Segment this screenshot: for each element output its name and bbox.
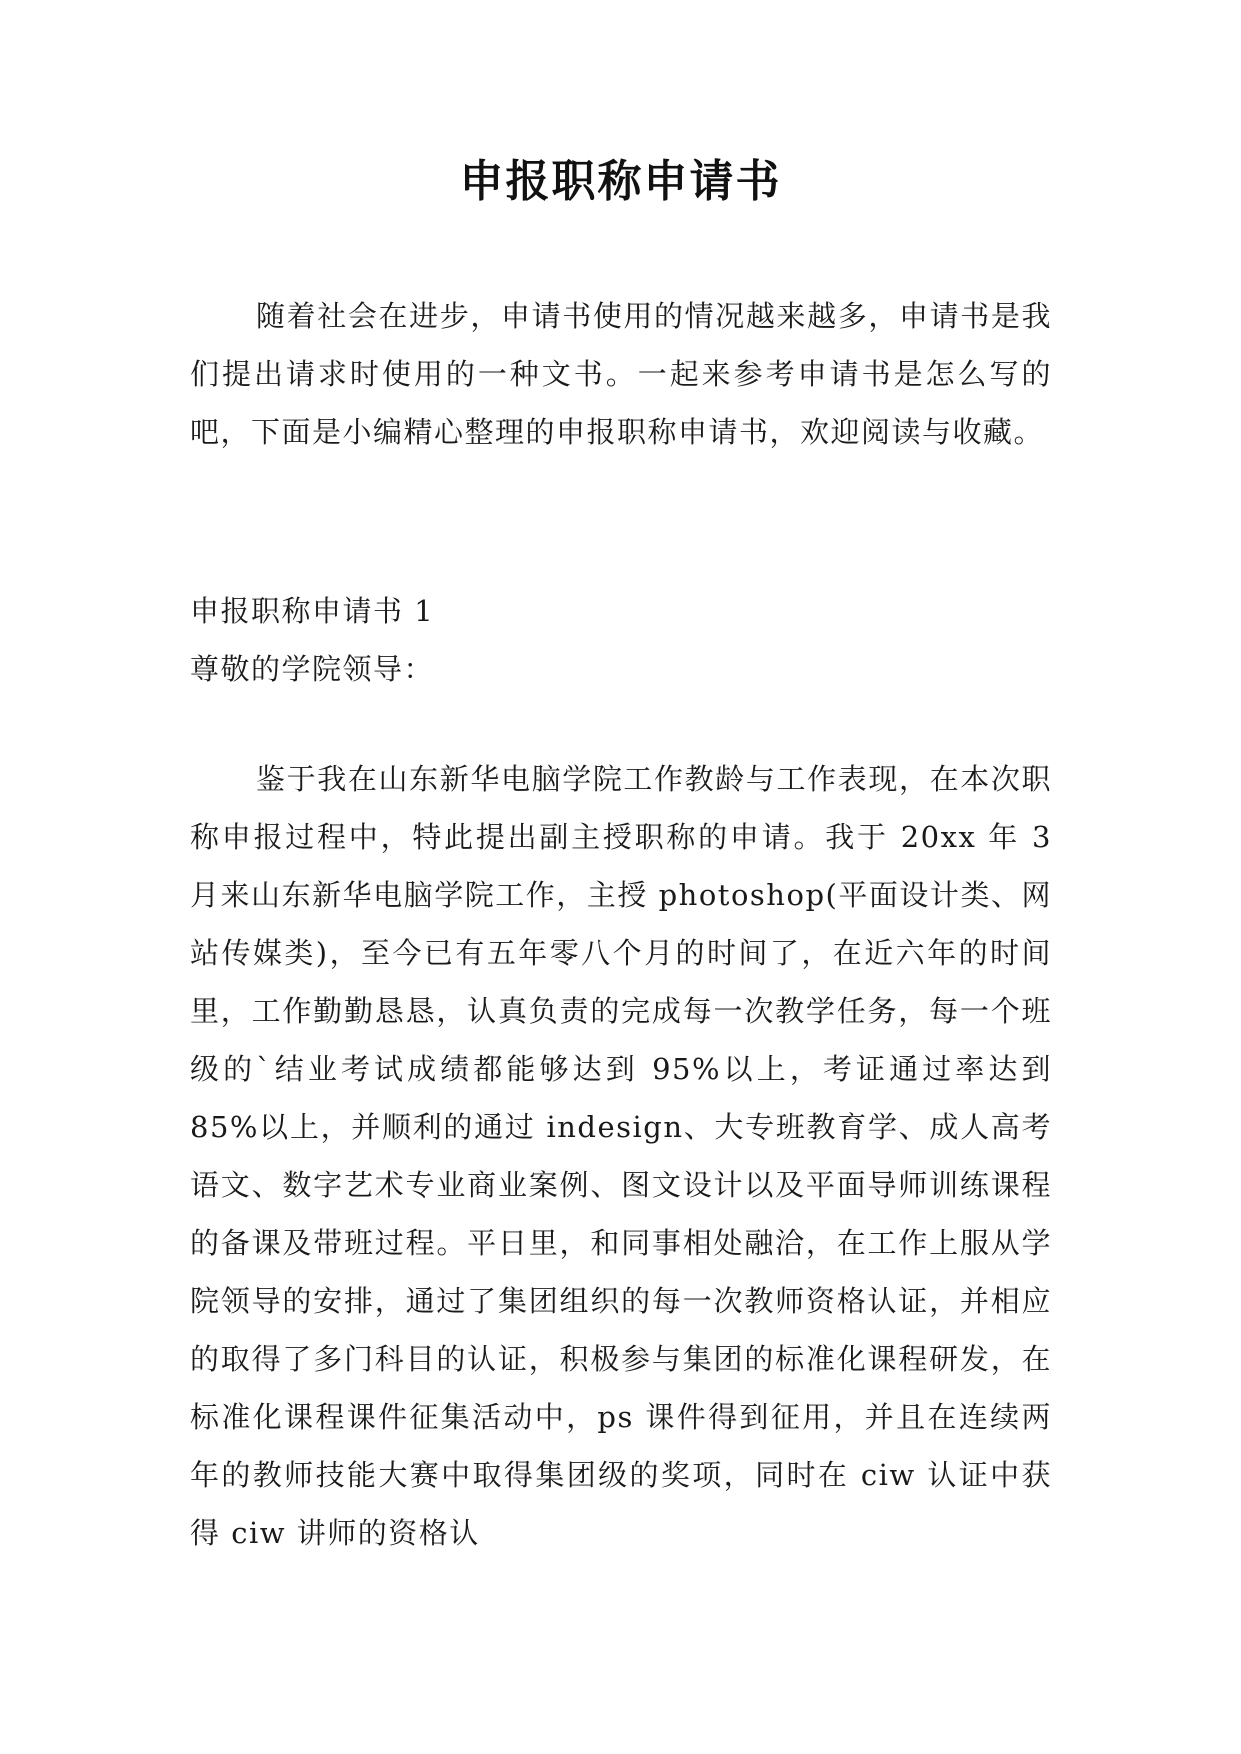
- intro-paragraph: 随着社会在进步，申请书使用的情况越来越多，申请书是我们提出请求时使用的一种文书。一起来参考申请书是怎么写的吧，下面是小编精心整理的申报职称申请书，欢迎阅读与收藏。: [190, 299, 1052, 449]
- body-paragraph: 鉴于我在山东新华电脑学院工作教龄与工作表现，在本次职称申报过程中，特此提出副主授职称的申请。我于 20xx 年 3 月来山东新华电脑学院工作，主授 photoshop(平面设计类、网站传媒类)，至今已有五年零八个月的时间了，在近六年的时间里，工作勤勤恳恳，认真负责的完成每一次教学任务，每一个班级的`结业考试成绩都能够达到 95%以上，考证通过率达到 85%以上，并顺利的通过 indesign、大专班教育学、成人高考语文、数字艺术专业商业案例、图文设计以及平面导师训练课程的备课及带班过程。平日里，和同事相处融洽，在工作上服从学院领导的安排，通过了集团组织的每一次教师资格认证，并相应的取得了多门科目的认证，积极参与集团的标准化课程研发，在标准化课程课件征集活动中，ps 课件得到征用，并且在连续两年的教师技能大赛中取得集团级的奖项，同时在 ciw 认证中获得 ciw 讲师的资格认: [190, 762, 1052, 1550]
- salutation: 尊敬的学院领导：: [190, 652, 435, 686]
- document-title: 申报职称申请书: [459, 156, 782, 207]
- section-heading: 申报职称申请书 1: [190, 594, 435, 628]
